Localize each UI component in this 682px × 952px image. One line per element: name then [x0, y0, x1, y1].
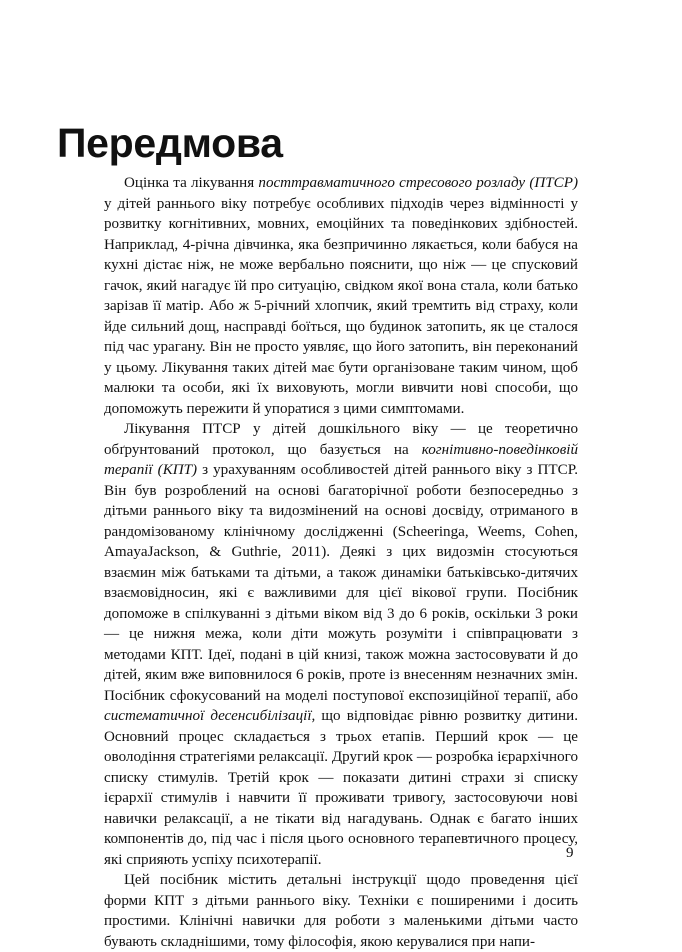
paragraph [104, 870, 578, 952]
text-run: у дітей раннього віку потребує особливих підходів через відмінності у розвитку когнітивних, мовних, емоційних та поведінкових здібностей. Наприклад, 4-річна дівчинка, яка безпричинно лякається, коли бабуся на кухні дістає ніж, не може вербально пояснити, що ніж — це спусковий гачок, який нагадує їй про ситуацію, свідком якої вона стала, коли батько зарізав її матір. Або ж 5-річний хлопчик, який тремтить від страху, коли йде сильний дощ, насправді боїться, що будинок затопить, як це сталося під час урагану. Він не просто уявляє, що його затопить, він переконаний у цьому. Лікування таких дітей має бути організоване таким чином, щоб малюки та особи, які їх виховують, могли вивчити нові способи, що допоможуть пережити й упоратися з цими симптомами. [104, 195, 578, 417]
emphasis-text: систематичної десенсибілізації, [104, 708, 316, 724]
paragraph [104, 173, 578, 419]
emphasis-text: посттравматичного стресового розладу (ПТСР) [258, 175, 578, 191]
text-run: Лікування ПТСР у дітей дошкільного віку — це теоретично обґрунтований протокол, що базується на [104, 421, 578, 458]
body-text [104, 173, 578, 952]
page-number: 9 [566, 845, 574, 861]
text-run: Оцінка та лікування [124, 175, 259, 191]
text-run: Цей посібник містить детальні інструкції щодо проведення цієї форми КПТ з дітьми раннього віку. Техніки є поширеними і досить простими. Клінічні навички для роботи з маленькими дітьми часто бувають складнішими, тому філософія, якою керувалися при напи- [104, 872, 578, 950]
text-run: що відповідає рівню розвитку дитини. Основний процес складається з трьох етапів. Перший крок — це оволодіння стратегіями релаксації. Другий крок — розробка ієрархічного списку стимулів. Третій крок — показати дитині страхи зі списку ієрархії стимулів і навчити її проживати тривогу, застосовуючи нові навички релаксації, а не тікати від нагадувань. Однак є багато інших компонентів до, під час і після цього основного терапевтичного процесу, які сприяють успіху психотерапії. [104, 708, 578, 868]
page-title: Передмова [57, 120, 283, 167]
text-run: з урахуванням особливостей дітей раннього віку з ПТСР. Він був розроблений на основі багаторічної роботи безпосередньо з дітьми раннього віку та видозмінений на основі досвіду, отриманого в рандомізованому клінічному дослідженні (Scheeringa, Weems, Cohen, AmayaJackson, & Guthrie, 2011). Деякі з цих видозмін стосуються взаємин між батьками та дітьми, а також динаміки батьківсько-дитячих взаємовідносин, які є важливими для цієї вікової групи. Посібник допоможе в спілкуванні з дітьми віком від 3 до 6 років, оскільки 3 роки — це нижня межа, коли діти можуть розуміти і співпрацювати з методами КПТ. Ідеї, подані в цій книзі, також можна застосовувати й до дітей, яким вже виповнилося 6 років, проте із внесенням незначних змін. Посібник сфокусований на моделі поступової експозиційної терапії, або [104, 462, 578, 704]
emphasis-text: когнітивно-поведінковій терапії (КПТ) [104, 441, 578, 478]
paragraph [104, 419, 578, 870]
